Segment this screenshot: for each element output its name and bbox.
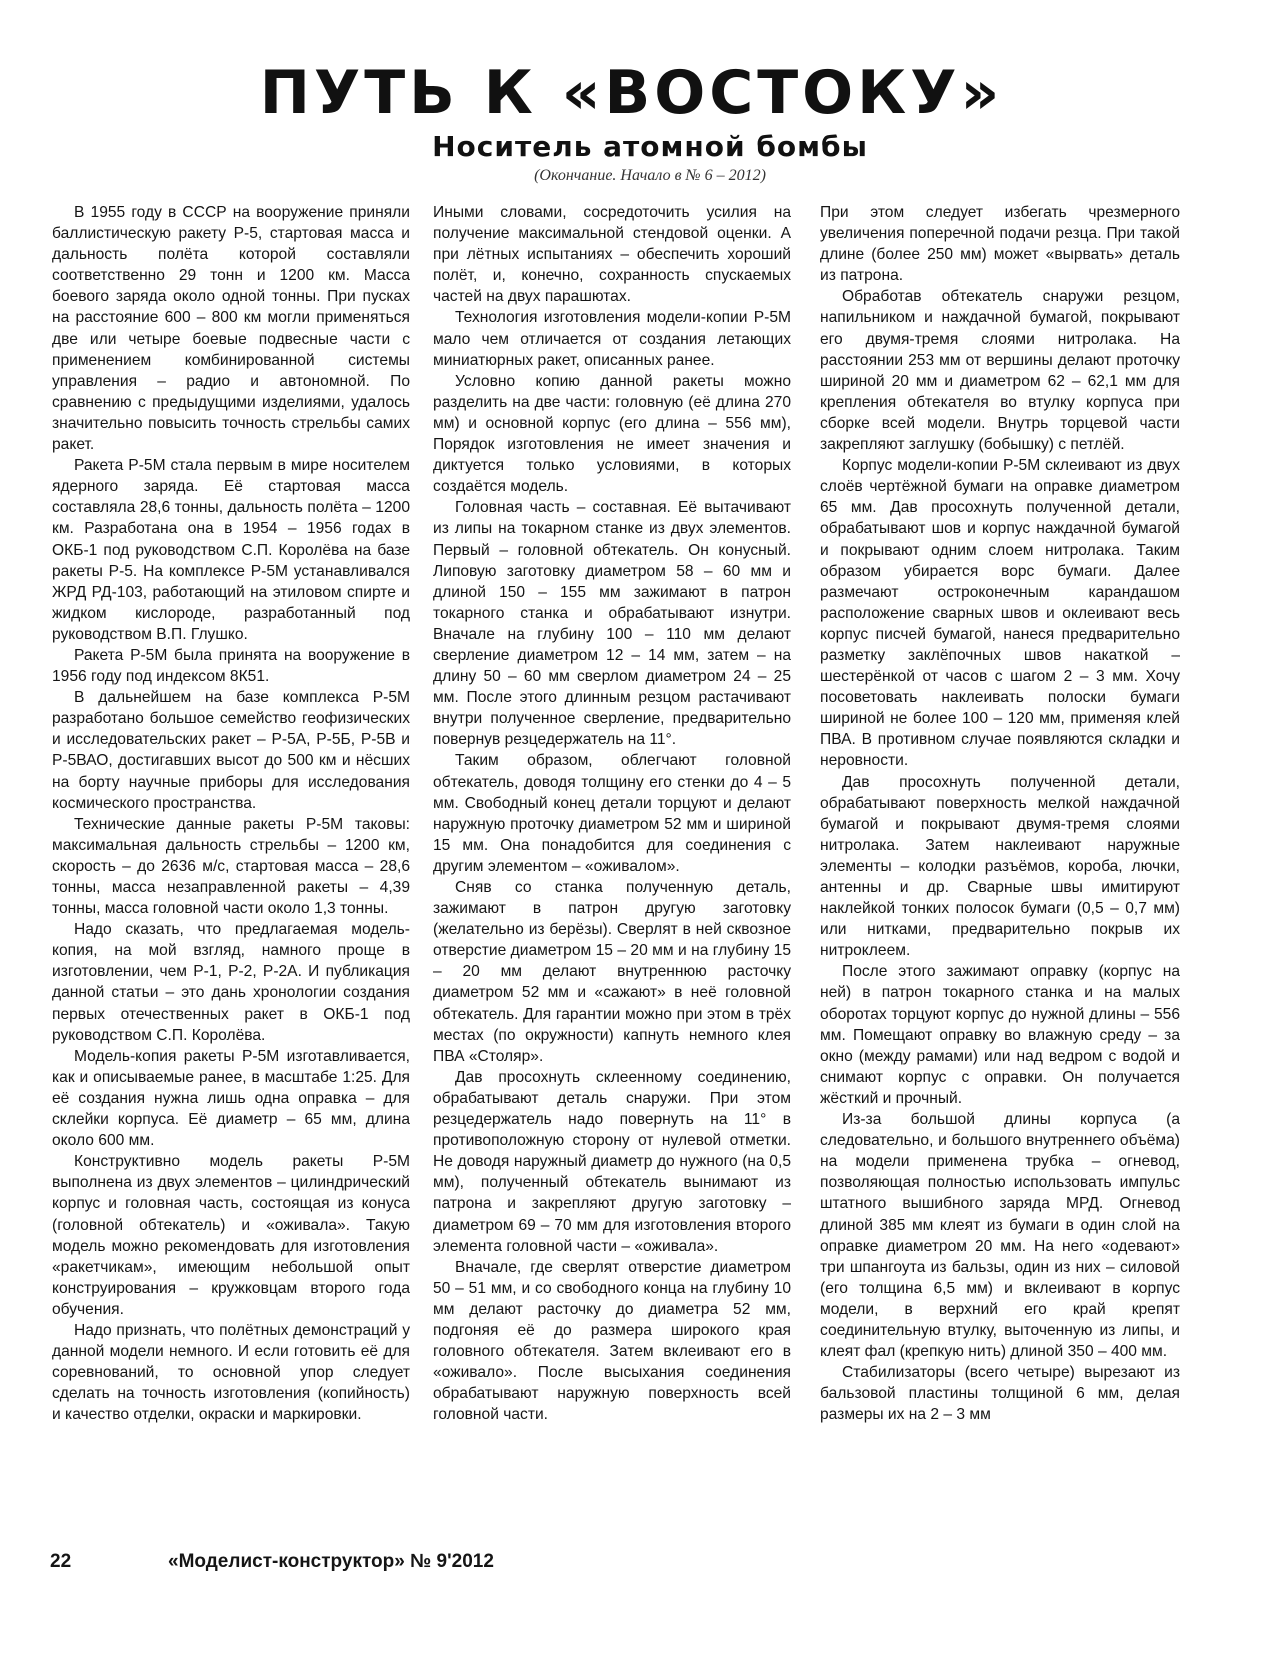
paragraph: При этом следует избегать чрезмерного увеличения поперечной подачи резца. При такой длине (более 250 мм) может «вырвать» деталь из патрона. [820,204,1180,285]
paragraph: Надо сказать, что предлагаемая модель-копия, на мой взгляд, намного проще в изготовлении, чем Р-1, Р-2, Р-2А. И публикация данной статьи – это дань хронологии создания первых отечественных ракет в ОКБ-1 под руководством С.П. Королёва. [52,921,410,1044]
paragraph: Таким образом, облегчают головной обтекатель, доводя толщину его стенки до 4 – 5 мм. Свободный конец детали торцуют и делают наружную проточку диаметром 52 мм и шириной 15 мм. Она понадобится для соединения с другим элементом – «оживалом». [433,752,791,875]
paragraph: Из-за большой длины корпуса (а следовательно, и большого внутреннего объёма) на модели применена трубка – огневод, позволяющая полностью использовать импульс штатного вышибного заряда МРД. Огневод длиной 385 мм клеят из бумаги в один слой на оправке диаметром 20 мм. На него «одевают» три шпангоута из бальзы, один из них – силовой (его толщина 6,5 мм) и вклеивают в корпус модели, в верхний его край крепят соединительную втулку, выточенную из липы, и клеят фал (крепкую нить) длиной 350 – 400 мм. [820,1111,1180,1361]
text-column-2 [433,202,791,1547]
paragraph: В 1955 году в СССР на вооружение приняли баллистическую ракету Р-5, стартовая масса и дальность полёта которой составляли соответственно 29 тонн и 1200 км. Масса боевого заряда около одной тонны. При пусках на расстояние 600 – 800 км могли применяться две или четыре боевые подвесные части с применением комбинированной системы управления – радио и автономной. По сравнению с предыдущими изделиями, удалось значительно повысить точность стрельбы самих ракет. [52,204,410,454]
paragraph: Технические данные ракеты Р-5М таковы: максимальная дальность стрельбы – 1200 км, скорость – до 2636 м/с, стартовая масса – 28,6 тонны, масса незаправленной ракеты – 4,39 тонны, масса головной части около 1,3 тонны. [52,815,410,918]
paragraph: Вначале, где сверлят отверстие диаметром 50 – 51 мм, и со свободного конца на глубину 10 мм делают расточку до диаметра 52 мм, подгоняя её до размера широкого края головного обтекателя. Затем вклеивают его в «оживало». После высыхания соединения обрабатывают наружную поверхность всей головной части. [433,1258,791,1424]
paragraph: Иными словами, сосредоточить усилия на получение максимальной стендовой оценки. А при лётных испытаниях – обеспечить хороший полёт, и, конечно, сохранность спускаемых частей на двух парашютах. [433,204,791,306]
paragraph: Надо признать, что полётных демонстраций у данной модели немного. И если готовить её для соревнований, то основной упор следует сделать на точность изготовления (копийность) и качество отделки, окраски и маркировки. [52,1321,410,1424]
paragraph: Сняв со станка полученную деталь, зажимают в патрон другую заготовку (желательно из берёзы). Сверлят в ней сквозное отверстие диаметром 15 – 20 мм и на глубину 15 – 20 мм делают внутреннюю расточку диаметром 52 мм и «сажают» в неё головной обтекатель. Для гарантии можно при этом в трёх местах (по окружности) капнуть немного клея ПВА «Столяр». [433,879,791,1065]
paragraph: В дальнейшем на базе комплекса Р-5М разработано большое семейство геофизических и исследовательских ракет – Р-5А, Р-5Б, Р-5В и Р-5ВАО, достигавших высот до 500 км и нёсших на борту научные приборы для исследования космического пространства. [52,689,410,812]
continuation-note: (Окончание. Начало в № 6 – 2012) [534,167,766,184]
paragraph: После этого зажимают оправку (корпус на ней) в патрон токарного станка и на малых оборотах торцуют корпус до нужной длины – 556 мм. Помещают оправку во влажную среду – за окно (между рамами) или над ведром с водой и снимают корпус с оправки. Он получается жёсткий и прочный. [820,963,1180,1107]
paragraph: Модель-копия ракеты Р-5М изготавливается, как и описываемые ранее, в масштабе 1:25. Для её создания нужна лишь одна оправка – для склейки корпуса. Её диаметр – 65 мм, длина около 600 мм. [52,1047,410,1150]
paragraph: Головная часть – составная. Её вытачивают из липы на токарном станке из двух элементов. Первый – головной обтекатель. Он конусный. Липовую заготовку диаметром 58 – 60 мм и длиной 150 – 155 мм зажимают в патрон токарного станка и обрабатывают изнутри. Вначале на глубину 100 – 110 мм делают сверление диаметром 12 – 14 мм, затем – на длину 50 – 60 мм сверлом диаметром 24 – 25 мм. После этого длинным резцом растачивают внутри полученное сверление, предварительно повернув резцедержатель на 11°. [433,499,791,749]
page-number: 22 [50,1551,72,1572]
paragraph: Дав просохнуть полученной детали, обрабатывают поверхность мелкой наждачной бумагой и покрывают двумя-тремя слоями нитролака. Затем наклеивают наружные элементы – колодки разъёмов, короба, лючки, антенны и др. Сварные швы имитируют наклейкой тонких полосок бумаги (0,5 – 0,7 мм) или нитками, предварительно покрыв их нитроклеем. [820,773,1180,960]
paragraph: Технология изготовления модели-копии Р-5М мало чем отличается от создания летающих миниатюрных ракет, описанных ранее. [433,309,791,369]
text-column-3 [820,202,1180,1547]
paragraph: Дав просохнуть склеенному соединению, обрабатывают деталь снаружи. При этом резцедержатель надо повернуть на 11° в противоположную сторону от нулевой отметки. Не доводя наружный диаметр до нужного (на 0,5 мм), полученный обтекатель вынимают из патрона и закрепляют другую заготовку – диаметром 69 – 70 мм для изготовления второго элемента головной части – «оживала». [433,1068,791,1255]
magazine-issue: «Моделист-конструктор» № 9'2012 [168,1551,494,1572]
paragraph: Условно копию данной ракеты можно разделить на две части: головную (её длина 270 мм) и основной корпус (его длина – 556 мм), Порядок изготовления не имеет значения и диктуется только условиями, в которых создаётся модель. [433,372,791,496]
paragraph: Ракета Р-5М была принята на вооружение в 1956 году под индексом 8К51. [52,646,410,686]
article-title: ПУТЬ К «ВОСТОКУ» [259,58,1004,128]
article-subtitle: Носитель атомной бомбы [432,130,868,163]
paragraph: Конструктивно модель ракеты Р-5М выполнена из двух элементов – цилиндрический корпус и головная часть, состоящая из конуса (головной обтекатель) и «оживала». Такую модель можно рекомендовать для изготовления «ракетчикам», имеющим небольшой опыт конструирования – кружковцам второго года обучения. [52,1153,410,1318]
paragraph: Обработав обтекатель снаружи резцом, напильником и наждачной бумагой, покрывают его двумя-тремя слоями нитролака. На расстоянии 253 мм от вершины делают проточку шириной 20 мм и диаметром 62 – 62,1 мм для крепления обтекателя во втулку корпуса при сборке всей модели. Внутрь торцевой части закрепляют заглушку (бобышку) с петлёй. [820,288,1180,454]
paragraph: Ракета Р-5М стала первым в мире носителем ядерного заряда. Её стартовая масса составляла 28,6 тонны, дальность полёта – 1200 км. Разработана она в 1954 – 1956 годах в ОКБ-1 под руководством С.П. Королёва на базе ракеты Р-5. На комплексе Р-5М устанавливался ЖРД РД-103, работающий на этиловом спирте и жидком кислороде, разработанный под руководством В.П. Глушко. [52,457,410,643]
text-column-1 [52,202,410,1547]
paragraph: Корпус модели-копии Р-5М склеивают из двух слоёв чертёжной бумаги на оправке диаметром 65 мм. Дав просохнуть полученной детали, обрабатывают шов и корпус наждачной бумагой и покрывают одним слоем нитролака. Таким образом убирается ворс бумаги. Далее размечают остроконечным карандашом расположение сварных швов и оклеивают весь корпус писчей бумагой, нанеся предварительно разметку заклёпочных швов накаткой – шестерёнкой от часов с шагом 2 – 3 мм. Хочу посоветовать наклеивать полоски бумаги шириной не более 100 – 120 мм, применяя клей ПВА. В противном случае появляются складки и неровности. [820,457,1180,770]
paragraph: Стабилизаторы (всего четыре) вырезают из бальзовой пластины толщиной 6 мм, делая размеры их на 2 – 3 мм [820,1364,1180,1424]
